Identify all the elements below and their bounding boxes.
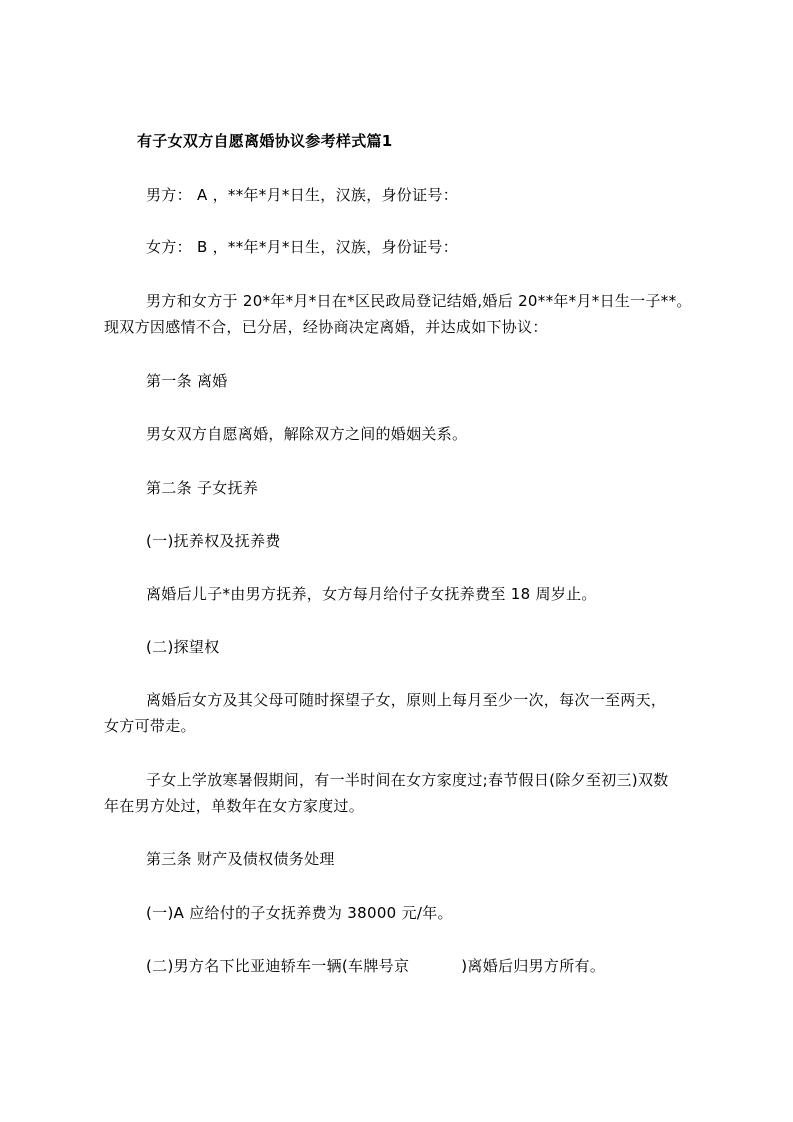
article-1-heading: 第一条 离婚 [146,372,228,390]
visitation-line-1: 离婚后女方及其父母可随时探望子女，原则上每月至少一次，每次一至两天， [146,691,667,709]
document-title: 有子女双方自愿离婚协议参考样式篇1 [137,132,393,150]
custody-text: 离婚后儿子*由男方抚养，女方每月给付子女抚养费至 18 周岁止。 [146,585,597,603]
holiday-line-1: 子女上学放寒暑假期间，有一半时间在女方家度过;春节假日(除夕至初三)双数 [146,771,669,789]
male-party: 男方： A ，**年*月*日生，汉族，身份证号： [146,186,458,204]
custody-heading: (一)抚养权及抚养费 [146,532,281,550]
intro-paragraph-line-2: 现双方因感情不合，已分居，经协商决定离婚，并达成如下协议： [104,318,548,336]
article-3-heading: 第三条 财产及债权债务处理 [146,850,335,868]
article-2-heading: 第二条 子女抚养 [146,479,259,497]
holiday-line-2: 年在男方处过，单数年在女方家度过。 [104,797,365,815]
visitation-heading: (二)探望权 [146,638,220,656]
article-1-text: 男女双方自愿离婚，解除双方之间的婚姻关系。 [146,425,468,443]
visitation-line-2: 女方可带走。 [104,717,196,735]
car-clause-part-2: )离婚后归男方所有。 [461,957,606,975]
support-fee-clause: (一)A 应给付的子女抚养费为 38000 元/年。 [146,904,453,922]
intro-paragraph-line-1: 男方和女方于 20*年*月*日在*区民政局登记结婚,婚后 20**年*月*日生一子**。 [146,292,692,310]
female-party: 女方： B ，**年*月*日生，汉族，身份证号： [146,238,459,256]
car-clause-part-1: (二)男方名下比亚迪轿车一辆(车牌号京 [146,957,410,975]
car-clause [146,956,605,976]
